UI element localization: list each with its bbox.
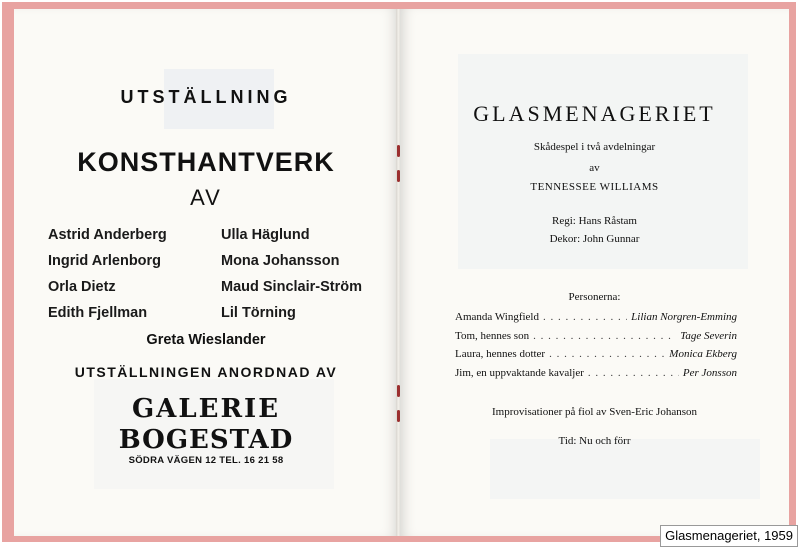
exhibition-heading: UTSTÄLLNING	[120, 87, 292, 107]
artist-name: Maud Sinclair-Ström	[221, 279, 362, 295]
gallery-name-line1: GALERIE	[131, 394, 281, 424]
cast-row	[455, 311, 737, 330]
dot-leader	[588, 367, 679, 379]
dot-leader	[543, 311, 627, 323]
cast-heading: Personerna:	[568, 291, 621, 303]
cast-row	[455, 330, 737, 349]
artist-name: Orla Dietz	[48, 279, 116, 295]
cast-role: Jim, en uppvaktande kavaljer	[455, 366, 584, 379]
organizer-label: UTSTÄLLNINGEN ANORDNAD AV	[74, 364, 338, 380]
cast-role: Laura, hennes dotter	[455, 348, 546, 360]
exhibition-subject: KONSTHANTVERK	[77, 147, 335, 177]
cast-actor: Tage Severin	[680, 329, 737, 342]
cast-role: Amanda Wingfield	[455, 311, 539, 323]
by-label: av	[589, 162, 600, 174]
music-credit: Improvisationer på fiol av Sven-Eric Johanson	[492, 406, 697, 418]
cast-actor: Monica Ekberg	[669, 348, 737, 360]
time-setting: Tid: Nu och förr	[558, 435, 631, 447]
by-label: AV	[190, 185, 222, 210]
artist-name: Edith Fjellman	[48, 305, 148, 321]
designer-credit: Dekor: John Gunnar	[549, 233, 640, 245]
artist-name: Ingrid Arlenborg	[48, 253, 162, 269]
artist-name: Ulla Häglund	[221, 227, 310, 243]
gallery-address: SÖDRA VÄGEN 12 TEL. 16 21 58	[128, 455, 284, 466]
gallery-name-line2: BOGESTAD	[118, 425, 294, 455]
cast-actor: Per Jonsson	[682, 366, 737, 379]
artist-name: Lil Törning	[221, 305, 296, 321]
director-credit: Regi: Hans Råstam	[552, 215, 637, 227]
play-author: TENNESSEE WILLIAMS	[530, 181, 659, 193]
right-page	[400, 9, 789, 536]
cast-role: Tom, hennes son	[455, 329, 530, 342]
dot-leader	[549, 348, 665, 360]
cast-row	[455, 348, 737, 367]
cast-list	[455, 311, 737, 385]
left-page	[14, 9, 398, 536]
dot-leader	[533, 330, 676, 342]
cast-row	[455, 367, 737, 386]
play-title: GLASMENAGERIET	[473, 101, 716, 126]
artist-name: Greta Wieslander	[146, 332, 266, 348]
artist-name: Mona Johansson	[221, 253, 340, 269]
artist-list	[48, 226, 388, 322]
artist-name: Astrid Anderberg	[48, 227, 167, 243]
cast-actor: Lilian Norgren-Emming	[631, 311, 737, 323]
show-through-block	[490, 439, 760, 499]
image-caption: Glasmenageriet, 1959	[660, 525, 798, 547]
play-subtitle: Skådespel i två avdelningar	[533, 141, 656, 153]
